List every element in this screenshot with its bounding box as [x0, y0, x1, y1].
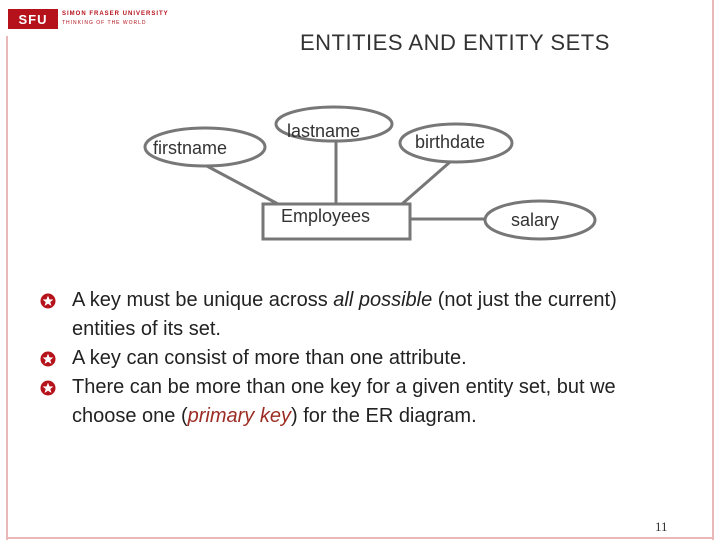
bullet-text-part: A key must be unique across	[72, 289, 334, 311]
attribute-label-salary: salary	[511, 210, 560, 230]
bullet-text-part: ) for the ER diagram.	[291, 405, 477, 427]
attribute-label-lastname: lastname	[287, 121, 361, 141]
edge-birthdate	[402, 162, 450, 204]
bullet-text	[72, 286, 680, 344]
slide-title: ENTITIES AND ENTITY SETS	[300, 30, 610, 55]
bullet-item	[40, 373, 680, 431]
star-circle-icon	[40, 344, 72, 373]
bullet-item	[40, 344, 680, 373]
slide-frame-bottom	[6, 537, 714, 539]
attribute-label-firstname: firstname	[153, 138, 228, 158]
logo-line1: SIMON FRASER UNIVERSITY	[62, 11, 169, 17]
bullet-text-part: There can be more than one key for a given entity set, but we choose one (	[72, 376, 616, 427]
page-number: 11	[655, 519, 668, 534]
bullet-text-part: (not just the current) entities of its set.	[72, 289, 617, 340]
bullet-text	[72, 373, 680, 431]
attribute-label-birthdate: birthdate	[415, 132, 486, 152]
bullet-item	[40, 286, 680, 344]
star-circle-icon	[40, 373, 72, 402]
edge-firstname	[205, 165, 278, 204]
logo-line2: THINKING OF THE WORLD	[62, 20, 147, 26]
bullet-text-part: A key can consist of more than one attribute.	[72, 347, 467, 369]
entity-label-employees: Employees	[281, 206, 371, 226]
primary-key-term: primary key	[187, 405, 291, 427]
bullet-text	[72, 344, 680, 373]
logo-mark: SFU	[8, 9, 58, 29]
bullet-list	[40, 286, 680, 431]
star-circle-icon	[40, 286, 72, 315]
bullet-text-emphasis: all possible	[333, 289, 433, 311]
